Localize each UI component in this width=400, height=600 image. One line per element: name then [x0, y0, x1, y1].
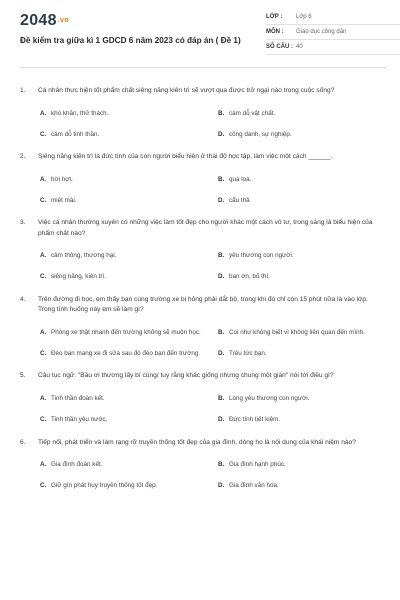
option-text: Gia đình hạnh phúc. [229, 461, 286, 469]
option-text: Phóng xe thật nhanh đến trường không sẽ muộn học. [51, 328, 201, 336]
option-letter: B. [218, 461, 225, 469]
option-d[interactable] [218, 195, 386, 205]
option-text: Đèo bạn mang xe đi sửa sau đó đèo bạn đến trường. [51, 349, 201, 357]
option-letter: A. [40, 109, 47, 117]
question-list [20, 68, 386, 491]
option-text: cẩu thả [229, 196, 250, 204]
option-text: cám dỗ vật chất. [229, 109, 276, 117]
option-letter: D. [218, 415, 225, 423]
option-b[interactable] [218, 327, 386, 337]
question-4 [20, 295, 386, 358]
option-text: miệt mài. [51, 196, 77, 204]
option-text: công danh, sự nghiệp. [229, 130, 292, 138]
option-c[interactable] [40, 129, 208, 139]
option-d[interactable] [218, 348, 386, 358]
option-text: khó khăn, thử thách. [51, 109, 109, 117]
option-letter: B. [218, 109, 225, 117]
option-b[interactable] [218, 394, 386, 404]
option-letter: D. [218, 130, 225, 138]
question-text: Cá nhân thực hiện tốt phẩm chất siêng năng kiên trì sẽ vượt qua được trở ngại nào trong cuộc sống? [38, 87, 335, 94]
option-a[interactable] [40, 327, 208, 337]
option-text: siêng năng, kiên trì. [51, 273, 106, 281]
document-header [20, 0, 386, 68]
option-letter: C. [40, 273, 47, 281]
answer-options [20, 108, 386, 139]
question-5 [20, 371, 386, 424]
meta-key: SỐ CÂU : [266, 44, 293, 50]
option-letter: C. [40, 130, 47, 138]
meta-row-class [266, 10, 400, 25]
option-text: Trêu tức bạn. [229, 349, 267, 357]
option-a[interactable] [40, 460, 208, 470]
answer-options [20, 174, 386, 205]
option-letter: A. [40, 252, 47, 260]
option-letter: C. [40, 196, 47, 204]
meta-key: MÔN : [266, 29, 284, 35]
option-text: hời hợt. [51, 175, 73, 183]
option-d[interactable] [218, 129, 386, 139]
option-letter: B. [218, 175, 225, 183]
question-number: 1. [20, 87, 26, 94]
option-text: Gia đình văn hóa. [229, 482, 279, 490]
question-text: Việc cá nhân thường xuyên có những việc làm tốt đẹp cho người khác một cách vô tư, trong sáng là biểu hiện của phẩm chất nào? [38, 219, 373, 237]
option-letter: D. [218, 349, 225, 357]
option-c[interactable] [40, 415, 208, 425]
option-letter: D. [218, 273, 225, 281]
question-number: 3. [20, 219, 26, 227]
meta-row-subject [266, 25, 400, 40]
logo-suffix: .vn [57, 17, 69, 25]
question-2 [20, 152, 386, 205]
meta-key: LỚP : [266, 14, 283, 20]
option-b[interactable] [218, 251, 386, 261]
option-letter: A. [40, 394, 47, 402]
option-letter: B. [218, 328, 225, 336]
option-letter: C. [40, 349, 47, 357]
question-text: Siêng năng kiên trì là đức tính của con người biểu hiện ở thái độ học tập, làm việc một cách ______. [38, 153, 333, 161]
option-d[interactable] [218, 481, 386, 491]
question-number: 6. [20, 438, 26, 446]
question-number: 2. [20, 153, 26, 161]
option-letter: C. [40, 415, 47, 423]
option-text: qua loa. [229, 175, 252, 183]
option-c[interactable] [40, 481, 208, 491]
option-letter: A. [40, 328, 47, 336]
option-b[interactable] [218, 108, 386, 118]
option-text: Gia đình đoàn kết. [51, 461, 103, 469]
option-letter: B. [218, 252, 225, 260]
option-letter: D. [218, 196, 225, 204]
question-text: Câu tục ngữ: "Bầu ơi thương lấy bí cùng/ tuy rằng khác giống nhưng chung một giàn" nói tới điều gì? [38, 372, 334, 380]
option-text: cảm thông, thương hại. [51, 252, 117, 260]
option-d[interactable] [218, 272, 386, 282]
option-text: ban ơn, bố thí. [229, 273, 270, 281]
question-6 [20, 438, 386, 491]
meta-row-count [266, 40, 400, 55]
option-text: yêu thương con người. [229, 252, 294, 260]
question-3 [20, 218, 386, 281]
option-text: Coi như không biết vì không liên quan đến mình. [229, 328, 365, 336]
option-letter: B. [218, 394, 225, 402]
option-text: Đức tính tiết kiệm. [229, 415, 281, 423]
answer-options [20, 327, 386, 358]
option-letter: A. [40, 461, 47, 469]
answer-options [20, 394, 386, 425]
document-title: Đề kiểm tra giữa kì 1 GDCD 6 năm 2023 có đáp án ( Đề 1) [20, 36, 241, 45]
option-a[interactable] [40, 174, 208, 184]
option-c[interactable] [40, 272, 208, 282]
option-a[interactable] [40, 251, 208, 261]
question-text: Trên đường đi học, em thấy bạn cùng trường xe bị hỏng phải dắt bộ, trong khi đó chỉ còn 15 phút nữa là vào lớp. Trong tình huống này em sẽ làm gì? [38, 295, 368, 314]
option-a[interactable] [40, 108, 208, 118]
option-letter: C. [40, 482, 47, 490]
site-logo[interactable] [20, 12, 69, 30]
option-letter: D. [218, 482, 225, 490]
answer-options [20, 460, 386, 491]
meta-value: Giáo dục công dân [296, 29, 347, 35]
option-text: Giữ gìn phát huy truyền thống tốt đẹp. [51, 482, 158, 490]
question-text: Tiếp nối, phát triển và làm rạng rỡ truyền thống tốt đẹp của gia đình, dòng họ là nội dung của khái niệm nào? [38, 438, 356, 446]
meta-value: Lớp 6 [296, 14, 312, 20]
meta-value: 40 [296, 44, 303, 50]
option-c[interactable] [40, 195, 208, 205]
option-text: cám dỗ tinh thần. [51, 130, 100, 138]
option-a[interactable] [40, 394, 208, 404]
option-b[interactable] [218, 174, 386, 184]
document-meta [266, 10, 400, 55]
option-text: Tinh thần yêu nước. [51, 415, 108, 423]
question-1 [20, 86, 386, 139]
question-number: 4. [20, 295, 26, 303]
option-c[interactable] [40, 348, 208, 358]
option-text: Lòng yêu thương con người. [229, 394, 310, 402]
option-letter: A. [40, 175, 47, 183]
option-text: Tinh thần đoàn kết. [51, 394, 105, 402]
option-d[interactable] [218, 415, 386, 425]
logo-text: 2048 [20, 12, 57, 29]
option-b[interactable] [218, 460, 386, 470]
answer-options [20, 251, 386, 282]
question-number: 5. [20, 372, 26, 380]
